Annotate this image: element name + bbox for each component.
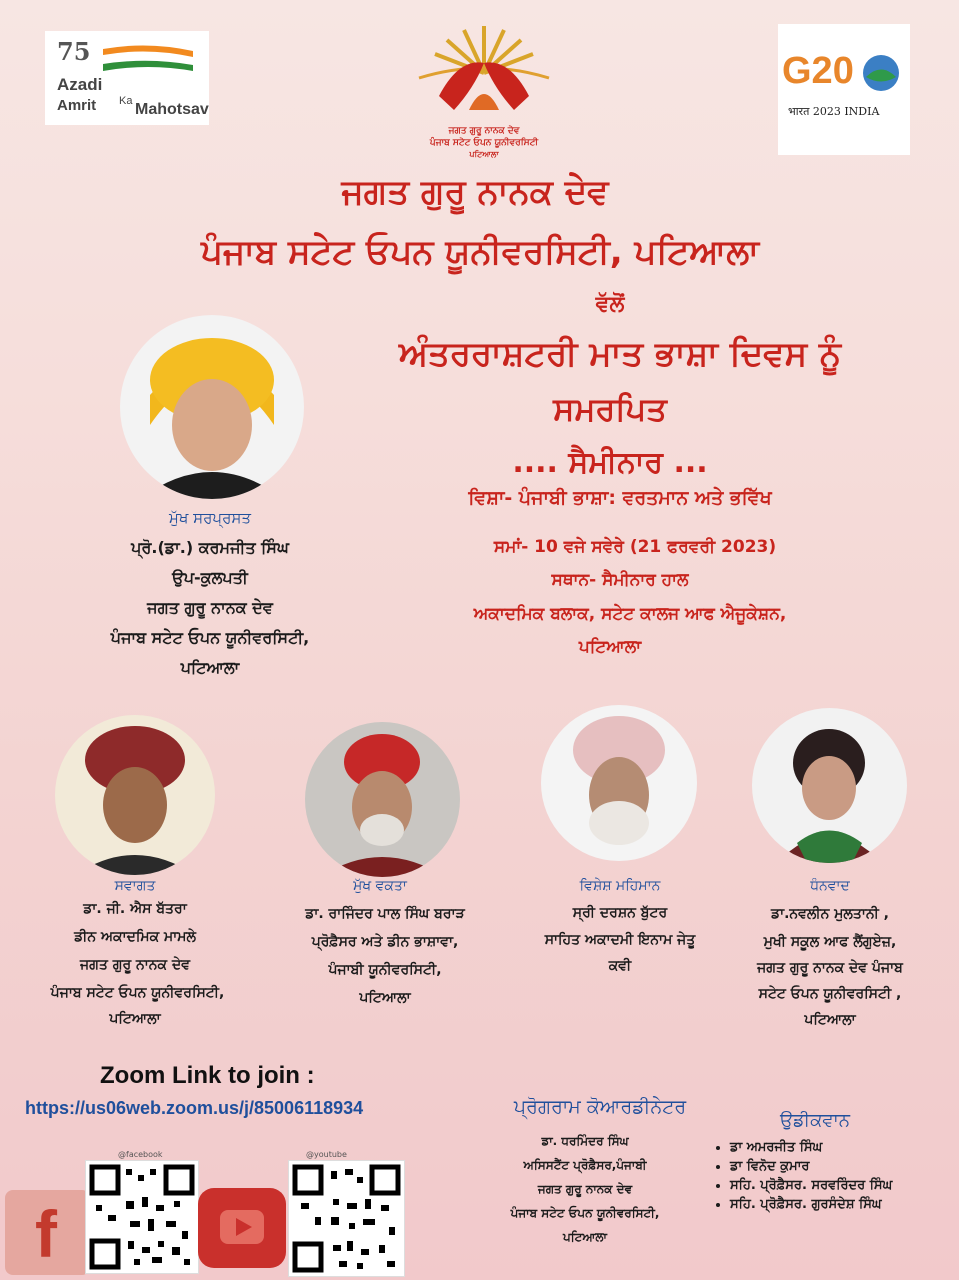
coordinator-line2: ਅਸਿਸਟੈਂਟ ਪ੍ਰੋਫ਼ੈਸਰ,ਪੰਜਾਬੀ bbox=[523, 1158, 647, 1172]
azadi-number: 75 bbox=[57, 37, 91, 66]
g20-sub: भारत 2023 INDIA bbox=[788, 105, 880, 118]
zoom-title: Zoom Link to join : bbox=[100, 1062, 315, 1089]
speaker-portrait-3 bbox=[541, 705, 697, 861]
speaker2-line1: ਡਾ. ਰਾਜਿੰਦਰ ਪਾਲ ਸਿੰਘ ਬਰਾੜ bbox=[305, 906, 465, 922]
zoom-link[interactable]: https://us06web.zoom.us/j/85006118934 bbox=[25, 1098, 364, 1118]
speaker4-line5: ਪਟਿਆਲਾ bbox=[804, 1012, 856, 1028]
qr-code-icon bbox=[289, 1161, 404, 1276]
coordinator-title: ਪ੍ਰੋਗਰਾਮ ਕੋਆਰਡੀਨੇਟਰ bbox=[513, 1096, 687, 1118]
speaker3-line2: ਸਾਹਿਤ ਅਕਾਦਮੀ ਇਨਾਮ ਜੇਤੂ bbox=[544, 932, 696, 948]
qr-code-icon bbox=[86, 1161, 198, 1273]
university-logo-line2: ਪੰਜਾਬ ਸਟੇਟ ਓਪਨ ਯੂਨੀਵਰਸਿਟੀ bbox=[429, 138, 539, 148]
youtube-qr[interactable] bbox=[288, 1160, 405, 1277]
speaker4-line2: ਮੁਖੀ ਸਕੂਲ ਆਫ ਲੈਂਗੁਏਜ਼, bbox=[763, 934, 897, 950]
patron-line3: ਜਗਤ ਗੁਰੂ ਨਾਨਕ ਦੇਵ bbox=[147, 598, 273, 617]
awaiting-item: • ਡਾ ਅਮਰਜੀਤ ਸਿੰਘ bbox=[730, 1140, 959, 1155]
event-time: ਸਮਾਂ- 10 ਵਜੇ ਸਵੇਰੇ (21 ਫਰਵਰੀ 2023) bbox=[493, 537, 777, 557]
header-line6: .... ਸੈਮੀਨਾਰ ... bbox=[512, 445, 708, 480]
facebook-label: @facebook bbox=[118, 1150, 163, 1159]
speaker2-line2: ਪ੍ਰੋਫ਼ੈਸਰ ਅਤੇ ਡੀਨ ਭਾਸ਼ਾਵਾ, bbox=[311, 934, 459, 950]
azadi-line1: Azadi bbox=[57, 75, 103, 94]
coordinator-line4: ਪੰਜਾਬ ਸਟੇਟ ਓਪਨ ਯੂਨੀਵਰਸਿਟੀ, bbox=[510, 1206, 660, 1220]
speaker-photo-1 bbox=[55, 715, 215, 875]
speaker2-line3: ਪੰਜਾਬੀ ਯੂਨੀਵਰਸਿਟੀ, bbox=[328, 962, 442, 978]
header-line2: ਪੰਜਾਬ ਸਟੇਟ ਓਪਨ ਯੂਨੀਵਰਸਿਟੀ, ਪਟਿਆਲਾ bbox=[201, 232, 759, 272]
patron-line2: ਉਪ-ਕੁਲਪਤੀ bbox=[172, 568, 248, 587]
patron-name: ਪ੍ਰੋ.(ਡਾ.) ਕਰਮਜੀਤ ਸਿੰਘ bbox=[131, 538, 289, 557]
university-logo-line3: ਪਟਿਆਲਾ bbox=[469, 150, 499, 159]
speaker3-line3: ਕਵੀ bbox=[608, 958, 632, 974]
globe-lotus-icon bbox=[860, 52, 902, 94]
g20-logo bbox=[778, 24, 910, 155]
speaker4-role: ਧੰਨਵਾਦ bbox=[810, 878, 850, 894]
event-venue1: ਸਥਾਨ- ਸੈਮੀਨਾਰ ਹਾਲ bbox=[551, 570, 689, 590]
speaker-photo-4 bbox=[752, 708, 907, 863]
flag-icon bbox=[103, 45, 193, 71]
speaker1-role: ਸਵਾਗਤ bbox=[114, 878, 156, 894]
coordinator-line5: ਪਟਿਆਲਾ bbox=[563, 1230, 607, 1244]
play-icon bbox=[198, 1188, 286, 1268]
patron-portrait bbox=[120, 315, 304, 499]
speaker1-line3: ਜਗਤ ਗੁਰੂ ਨਾਨਕ ਦੇਵ bbox=[80, 957, 190, 973]
facebook-glyph: f bbox=[35, 1197, 57, 1271]
facebook-icon[interactable] bbox=[5, 1190, 90, 1275]
patron-photo bbox=[120, 315, 304, 499]
patron-line5: ਪਟਿਆਲਾ bbox=[180, 658, 240, 677]
university-logo-line1: ਜਗਤ ਗੁਰੂ ਨਾਨਕ ਦੇਵ bbox=[448, 126, 520, 136]
lotus-sun-icon bbox=[409, 18, 559, 123]
awaiting-item: • ਸਹਿ. ਪ੍ਰੋਫ਼ੈਸਰ. ਸਰਵਰਿੰਦਰ ਸਿੰਘ bbox=[730, 1178, 959, 1193]
speaker2-role: ਮੁੱਖ ਵਕਤਾ bbox=[353, 878, 407, 894]
speaker4-line1: ਡਾ.ਨਵਲੀਨ ਮੁਲਤਾਨੀ , bbox=[770, 906, 890, 922]
speaker4-line4: ਸਟੇਟ ਓਪਨ ਯੂਨੀਵਰਸਿਟੀ , bbox=[758, 986, 902, 1002]
event-venue3: ਪਟਿਆਲਾ bbox=[578, 637, 642, 657]
azadi-logo bbox=[45, 31, 209, 125]
coordinator-line3: ਜਗਤ ਗੁਰੂ ਨਾਨਕ ਦੇਵ bbox=[537, 1182, 633, 1196]
awaiting-item: • ਸਹਿ. ਪ੍ਰੋਫ਼ੈਸਰ. ਗੁਰਸੰਦੇਸ਼ ਸਿੰਘ bbox=[730, 1197, 959, 1212]
azadi-line3: Amrit bbox=[57, 97, 97, 114]
speaker3-role: ਵਿਸ਼ੇਸ਼ ਮਹਿਮਾਨ bbox=[579, 878, 661, 894]
speaker-photo-2 bbox=[305, 722, 460, 877]
event-topic: ਵਿਸ਼ਾ- ਪੰਜਾਬੀ ਭਾਸ਼ਾ: ਵਰਤਮਾਨ ਅਤੇ ਭਵਿੱਖ bbox=[468, 487, 772, 509]
awaiting-list bbox=[712, 1136, 959, 1216]
speaker1-line2: ਡੀਨ ਅਕਾਦਮਿਕ ਮਾਮਲੇ bbox=[74, 929, 196, 945]
speaker3-line1: ਸ੍ਰੀ ਦਰਸ਼ਨ ਬੁੱਟਰ bbox=[572, 905, 668, 921]
coordinator-line1: ਡਾ. ਧਰਮਿੰਦਰ ਸਿੰਘ bbox=[541, 1134, 629, 1148]
speaker4-line3: ਜਗਤ ਗੁਰੂ ਨਾਨਕ ਦੇਵ ਪੰਜਾਬ bbox=[757, 960, 903, 976]
awaiting-item: • ਡਾ ਵਿਨੋਦ ਕੁਮਾਰ bbox=[730, 1159, 959, 1174]
event-venue2: ਅਕਾਦਮਿਕ ਬਲਾਕ, ਸਟੇਟ ਕਾਲਜ ਆਫ ਐਜੂਕੇਸ਼ਨ, bbox=[473, 604, 787, 624]
youtube-icon[interactable] bbox=[198, 1188, 286, 1268]
youtube-label: @youtube bbox=[306, 1150, 347, 1159]
speaker1-line1: ਡਾ. ਜੀ. ਐਸ ਬੱਤਰਾ bbox=[83, 901, 187, 917]
header-line3: ਵੱਲੋਂ bbox=[595, 292, 625, 317]
awaiting-title: ਉਡੀਕਵਾਨ bbox=[779, 1110, 851, 1131]
speaker2-line4: ਪਟਿਆਲਾ bbox=[359, 990, 411, 1006]
speaker1-line5: ਪਟਿਆਲਾ bbox=[109, 1011, 161, 1027]
azadi-line4: Mahotsav bbox=[135, 101, 209, 118]
facebook-qr[interactable] bbox=[85, 1160, 199, 1274]
speaker-portrait-2 bbox=[305, 722, 460, 877]
university-logo bbox=[404, 18, 564, 168]
speaker-portrait-1 bbox=[55, 715, 215, 875]
speaker-portrait-4 bbox=[752, 708, 907, 863]
speaker1-line4: ਪੰਜਾਬ ਸਟੇਟ ਓਪਨ ਯੂਨੀਵਰਸਿਟੀ, bbox=[50, 985, 225, 1001]
header-line5: ਸਮਰਪਿਤ bbox=[553, 390, 667, 428]
header-line1: ਜਗਤ ਗੁਰੂ ਨਾਨਕ ਦੇਵ bbox=[341, 172, 609, 212]
header-line4: ਅੰਤਰਰਾਸ਼ਟਰੀ ਮਾਤ ਭਾਸ਼ਾ ਦਿਵਸ ਨੂੰ bbox=[398, 334, 842, 374]
patron-role: ਮੁੱਖ ਸਰਪ੍ਰਸਤ bbox=[168, 509, 251, 527]
speaker-photo-3 bbox=[541, 705, 697, 861]
patron-line4: ਪੰਜਾਬ ਸਟੇਟ ਓਪਨ ਯੂਨੀਵਰਸਿਟੀ, bbox=[110, 628, 310, 647]
azadi-line2: Ka bbox=[119, 95, 133, 107]
g20-text: G20 bbox=[782, 50, 854, 92]
